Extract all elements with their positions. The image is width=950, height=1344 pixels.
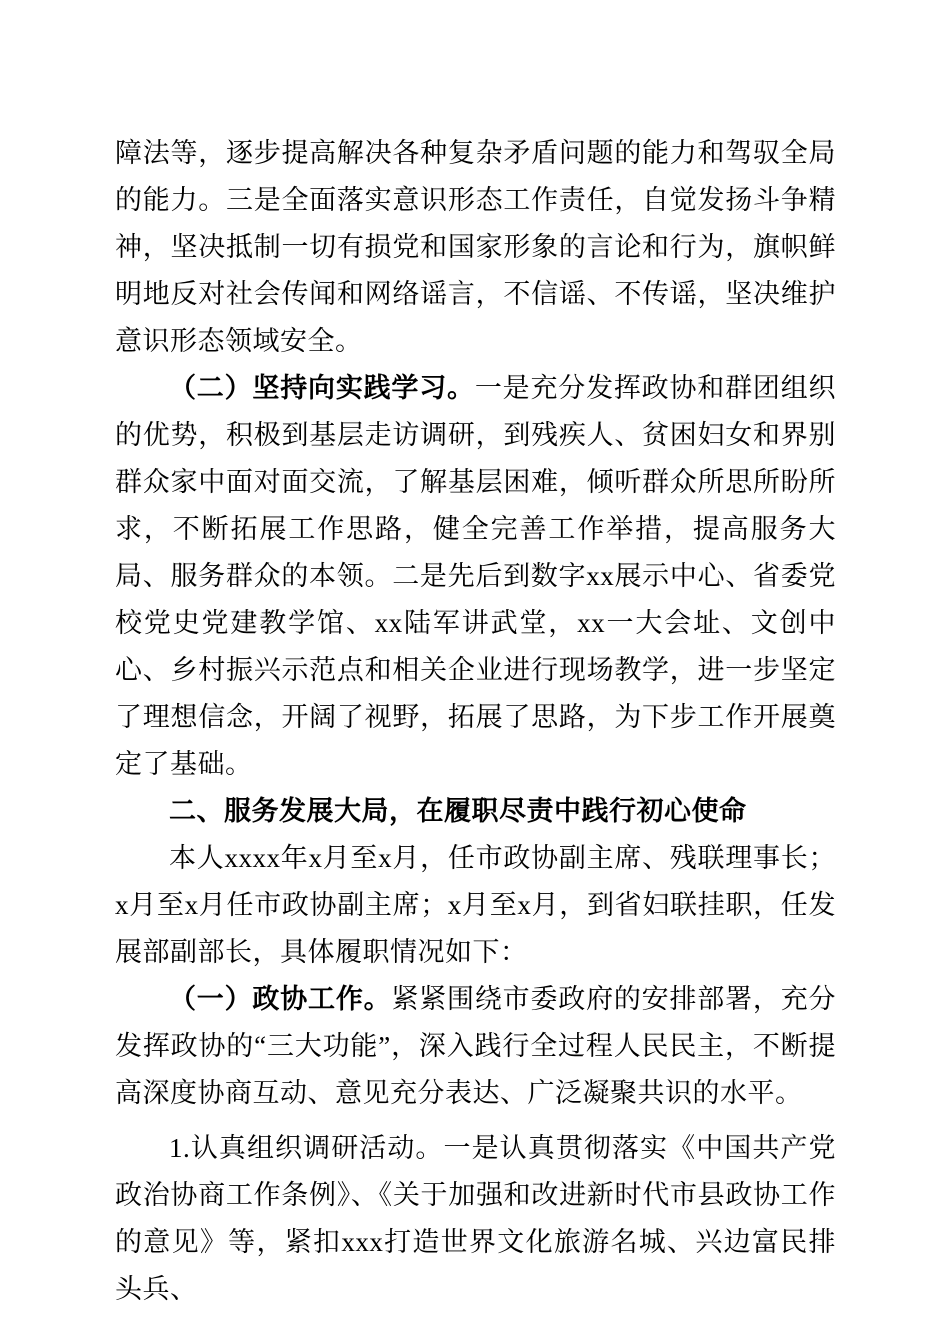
paragraph bbox=[115, 835, 836, 976]
paragraph-lead-text: （二）坚持向实践学习。 bbox=[169, 373, 475, 403]
paragraph bbox=[115, 130, 836, 365]
paragraph-text: 一是充分发挥政协和群团组织的优势，积极到基层走访调研，到残疾人、贫困妇女和界别群众家中面对面交流，了解基层困难，倾听群众所思所盼所求，不断拓展工作思路，健全完善工作举措，提高服务大局、服务群众的本领。二是先后到数字xx展示中心、省委党校党史党建教学馆、xx陆军讲武堂，xx一大会址、文创中心、乡村振兴示范点和相关企业进行现场教学，进一步坚定了理想信念，开阔了视野，拓展了思路，为下步工作开展奠定了基础。 bbox=[115, 373, 837, 779]
paragraph-lead-text: 二、服务发展大局，在履职尽责中践行初心使命 bbox=[169, 796, 747, 826]
paragraph-text: 本人xxxx年x月至x月，任市政协副主席、残联理事长；x月至x月任市政协副主席；x月至x月，到省妇联挂职，任发展部副部长，具体履职情况如下： bbox=[115, 843, 836, 967]
paragraph-lead-text: （一）政协工作。 bbox=[169, 984, 392, 1014]
paragraph bbox=[115, 976, 836, 1117]
section-heading bbox=[115, 788, 836, 835]
paragraph-text: 障法等，逐步提高解决各种复杂矛盾问题的能力和驾驭全局的能力。三是全面落实意识形态工作责任，自觉发扬斗争精神，坚决抵制一切有损党和国家形象的言论和行为，旗帜鲜明地反对社会传闻和网络谣言，不信谣、不传谣，坚决维护意识形态领域安全。 bbox=[115, 138, 836, 356]
document-body bbox=[115, 130, 836, 1313]
paragraph-text: 1.认真组织调研活动。一是认真贯彻落实《中国共产党政治协商工作条例》、《关于加强和改进新时代市县政协工作的意见》等，紧扣xxx打造世界文化旅游名城、兴边富民排头兵、 bbox=[115, 1133, 836, 1304]
paragraph bbox=[115, 1125, 836, 1313]
paragraph-text: 紧紧围绕市委政府的安排部署，充分发挥政协的“三大功能”，深入践行全过程人民民主，不断提高深度协商互动、意见充分表达、广泛凝聚共识的水平。 bbox=[115, 984, 837, 1108]
paragraph bbox=[115, 365, 836, 788]
